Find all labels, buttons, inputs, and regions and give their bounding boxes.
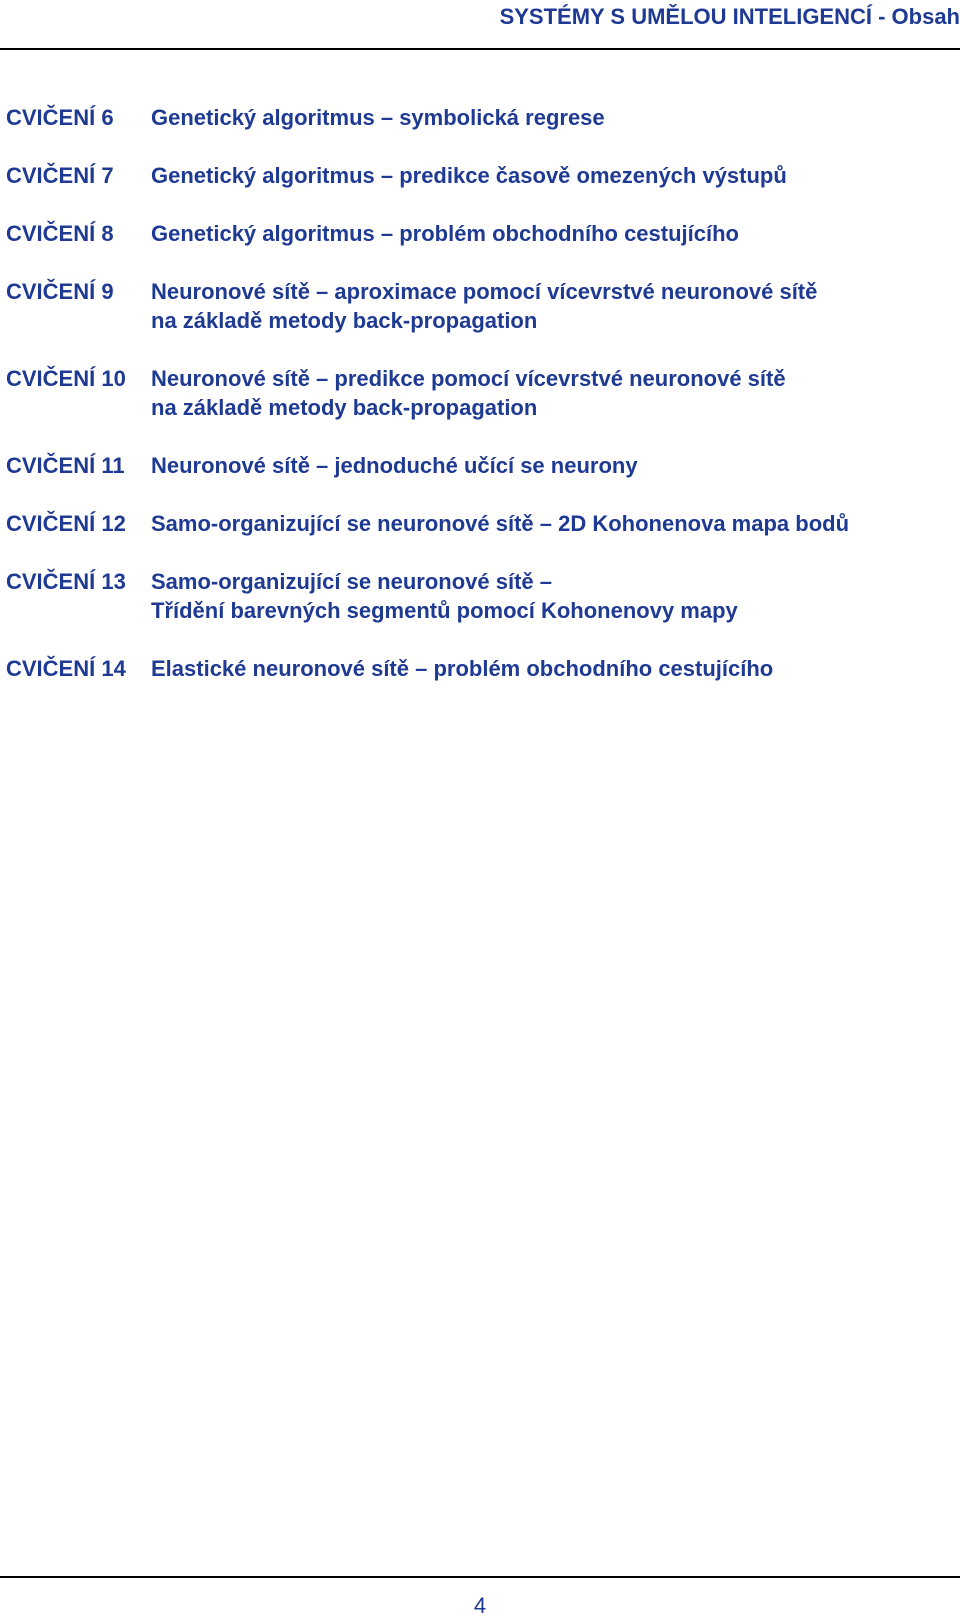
toc-entry-line: na základě metody back-propagation — [151, 308, 538, 333]
toc-entry-cviceni-8 — [6, 219, 956, 248]
toc-entry-label: CVIČENÍ 11 — [6, 453, 125, 478]
toc-entry-line: Samo-organizující se neuronové sítě – — [151, 569, 552, 594]
toc-entry-description — [151, 509, 956, 538]
toc-entry-line: Neuronové sítě – predikce pomocí vícevrstvé neuronové sítě — [151, 366, 786, 391]
toc-entry-description — [151, 654, 956, 683]
toc-entry-label: CVIČENÍ 6 — [6, 105, 114, 130]
header-title: SYSTÉMY S UMĚLOU INTELIGENCÍ - Obsah — [499, 4, 960, 29]
toc-entry-label: CVIČENÍ 14 — [6, 656, 126, 681]
page-footer — [0, 1576, 960, 1624]
toc-entry-description — [151, 567, 956, 625]
toc-entry-description — [151, 451, 956, 480]
page-number: 4 — [473, 1593, 487, 1618]
toc-entry-label: CVIČENÍ 12 — [6, 511, 126, 536]
toc-entry-label: CVIČENÍ 9 — [6, 279, 114, 304]
toc-entry-cviceni-10 — [6, 364, 956, 422]
page-header — [0, 0, 960, 50]
footer-rule — [0, 1576, 960, 1578]
toc-entry-line: Genetický algoritmus – predikce časově omezených výstupů — [151, 163, 787, 188]
toc-entry-cviceni-14 — [6, 654, 956, 683]
toc-entry-description — [151, 364, 956, 422]
toc-entry-line: Samo-organizující se neuronové sítě – 2D Kohonenova mapa bodů — [151, 511, 850, 536]
toc-entry-cviceni-9 — [6, 277, 956, 335]
toc-entry-line: Neuronové sítě – jednoduché učící se neurony — [151, 453, 638, 478]
toc-entry-cviceni-7 — [6, 161, 956, 190]
toc-entry-label: CVIČENÍ 10 — [6, 366, 126, 391]
toc-entry-description — [151, 277, 956, 335]
toc-entry-label: CVIČENÍ 7 — [6, 163, 114, 188]
toc-entry-line: Elastické neuronové sítě – problém obchodního cestujícího — [151, 656, 774, 681]
toc-entry-cviceni-11 — [6, 451, 956, 480]
toc-entry-label: CVIČENÍ 8 — [6, 221, 114, 246]
toc-entry-description — [151, 219, 956, 248]
toc-entry-cviceni-12 — [6, 509, 956, 538]
toc-entry-cviceni-6 — [6, 103, 956, 132]
toc-entry-line: Genetický algoritmus – symbolická regrese — [151, 105, 605, 130]
toc-entry-line: Neuronové sítě – aproximace pomocí vícevrstvé neuronové sítě — [151, 279, 818, 304]
table-of-contents — [6, 103, 956, 712]
toc-entry-line: Genetický algoritmus – problém obchodního cestujícího — [151, 221, 739, 246]
toc-entry-line: na základě metody back-propagation — [151, 395, 538, 420]
toc-entry-line: Třídění barevných segmentů pomocí Kohonenovy mapy — [151, 598, 738, 623]
toc-entry-cviceni-13 — [6, 567, 956, 625]
header-rule — [0, 48, 960, 50]
toc-entry-description — [151, 161, 956, 190]
toc-entry-label: CVIČENÍ 13 — [6, 569, 126, 594]
toc-entry-description — [151, 103, 956, 132]
